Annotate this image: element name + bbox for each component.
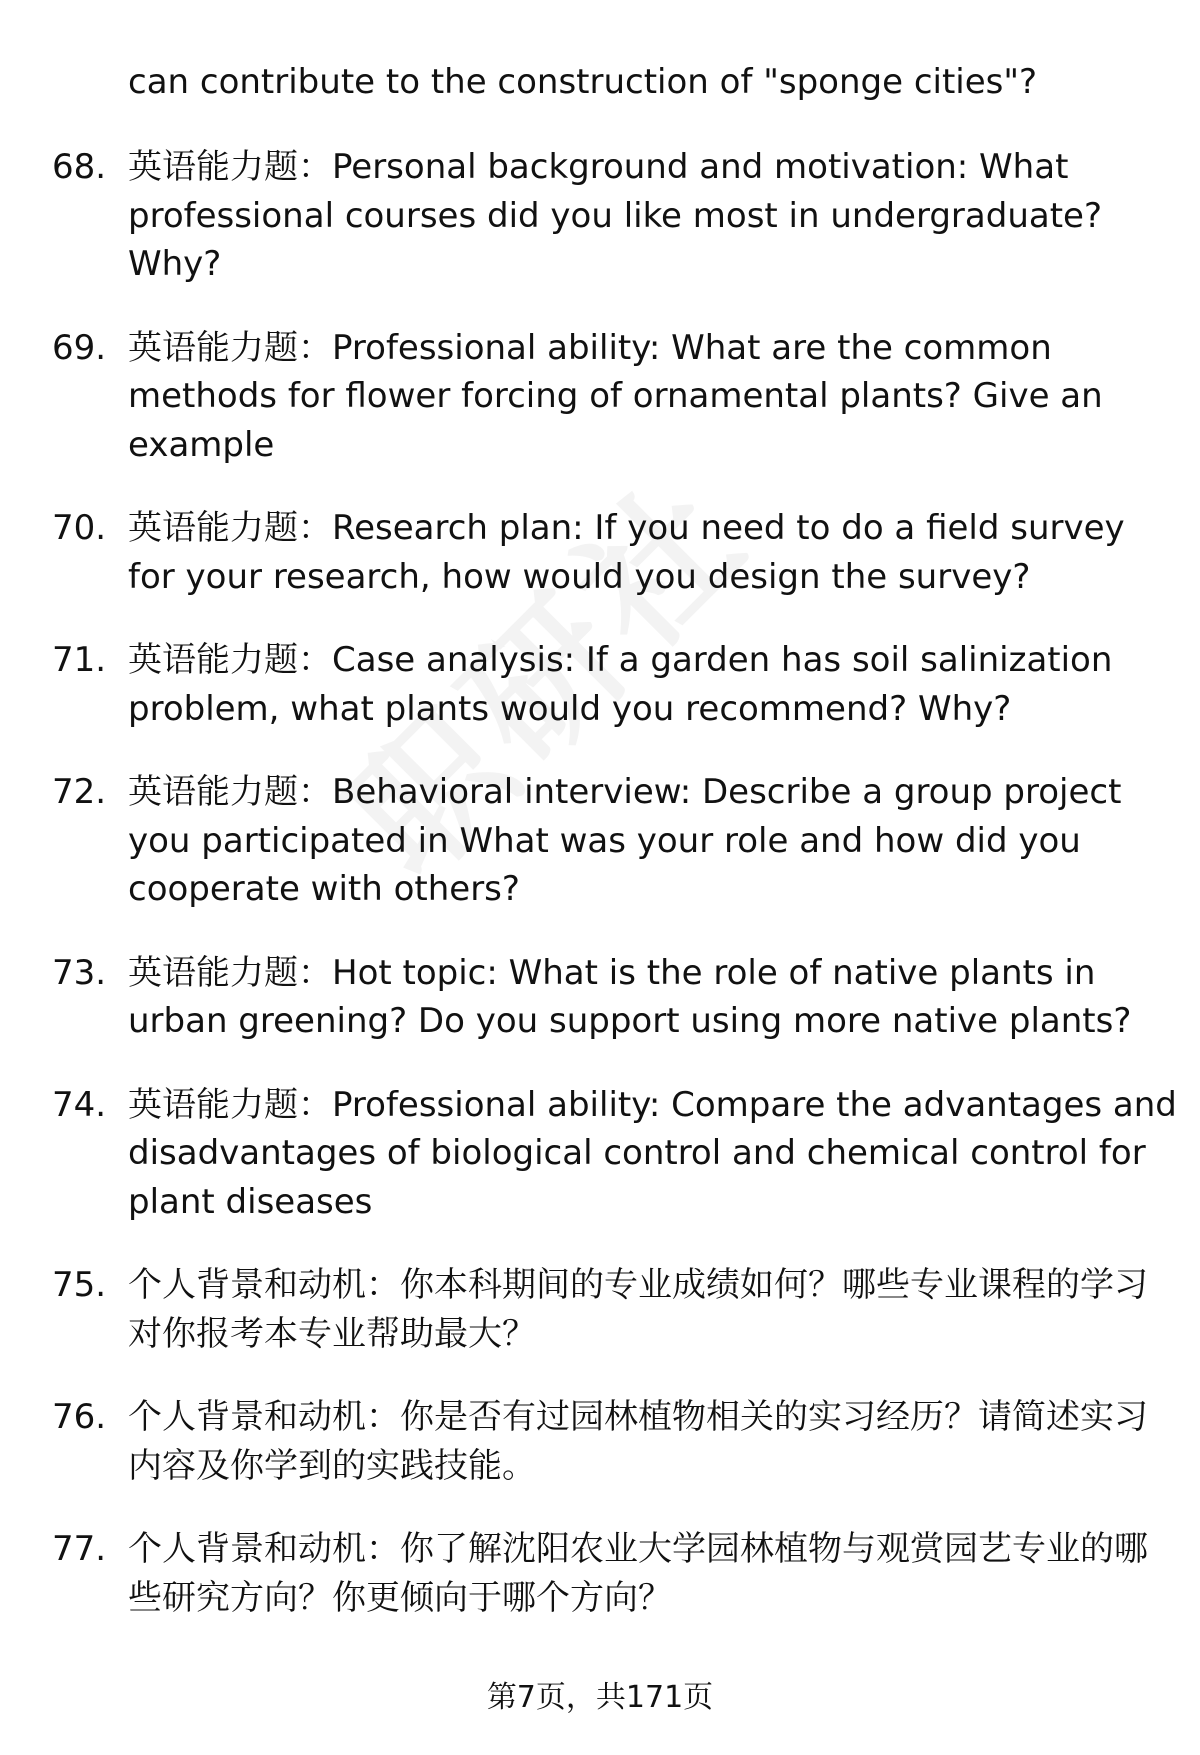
list-item: [0, 1081, 1200, 1227]
list-item: [0, 768, 1200, 914]
question-text: 英语能力题：Professional ability: What are the common methods for flower forcing of ornamental plants? Give an example: [128, 327, 1103, 465]
question-number: 71.: [52, 640, 107, 680]
question-text: 英语能力题：Hot topic: What is the role of native plants in urban greening? Do you support using more native plants?: [128, 952, 1132, 1041]
question-number: 77.: [52, 1529, 107, 1569]
question-number: 69.: [52, 327, 107, 368]
question-number: 75.: [52, 1265, 107, 1305]
question-number: 76.: [52, 1397, 107, 1437]
list-item: [0, 324, 1200, 470]
question-number: 74.: [52, 1084, 107, 1125]
list-item: [0, 143, 1200, 289]
list-item: [0, 636, 1200, 733]
question-number: 72.: [52, 772, 107, 812]
list-item: [0, 949, 1200, 1046]
question-number: 70.: [52, 508, 107, 548]
question-text: 个人背景和动机：你是否有过园林植物相关的实习经历？请简述实习内容及你学到的实践技能。: [128, 1397, 1148, 1486]
list-item: [0, 504, 1200, 601]
continued-question-text: can contribute to the construction of "sponge cities"?: [128, 62, 1038, 102]
page-footer: 第7页，共171页: [486, 1680, 714, 1715]
list-item: [0, 1525, 1200, 1622]
question-text: 英语能力题：Behavioral interview: Describe a group project you participated in What was your role and how did you cooperate with others?: [128, 772, 1122, 909]
question-text: 英语能力题：Personal background and motivation: What professional courses did you like most in undergraduate? Why?: [128, 147, 1102, 284]
question-text: 个人背景和动机：你本科期间的专业成绩如何？哪些专业课程的学习对你报考本专业帮助最大？: [128, 1265, 1148, 1354]
list-item: [0, 1261, 1200, 1358]
question-text: 英语能力题：Research plan: If you need to do a field survey for your research, how would you design the survey?: [128, 508, 1125, 597]
list-item: [0, 1393, 1200, 1490]
question-number: 68.: [52, 147, 107, 187]
question-text: 英语能力题：Case analysis: If a garden has soil salinization problem, what plants would you recommend? Why?: [128, 640, 1113, 729]
question-text: 英语能力题：Professional ability: Compare the advantages and disadvantages of biological control and chemical control for plant diseases: [128, 1084, 1177, 1222]
question-number: 73.: [52, 952, 107, 993]
question-text: 个人背景和动机：你了解沈阳农业大学园林植物与观赏园艺专业的哪些研究方向？你更倾向于哪个方向？: [128, 1529, 1148, 1618]
question-list: [0, 143, 1200, 1657]
